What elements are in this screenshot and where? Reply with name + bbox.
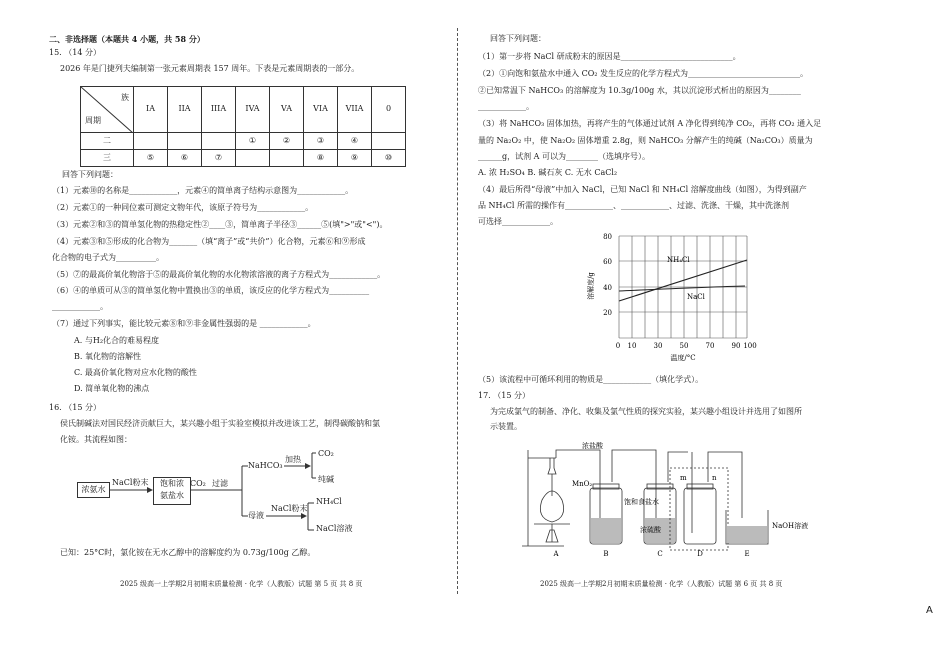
- label-co2: CO₂: [190, 479, 206, 488]
- q16-line: 品 NH₄Cl 所需的操作有____________、____________、过滤、洗涤、干燥，其中洗涤剂: [478, 201, 789, 210]
- label-m: m: [680, 474, 687, 482]
- label-saturated-salt: 饱和食盐水: [624, 498, 659, 506]
- table-cell: [372, 133, 406, 150]
- x-tick: 70: [705, 342, 715, 350]
- q15-line: （2）元素①的一种同位素可测定文物年代，该原子符号为____________。: [52, 203, 314, 212]
- periodic-table: [80, 86, 406, 167]
- label-heat: 加热: [285, 455, 301, 464]
- x-tick: 0: [615, 342, 621, 350]
- y-axis-label: 溶解度/g: [587, 272, 595, 300]
- label-soda-ash: 纯碱: [318, 475, 334, 484]
- q16-line: ____________。: [478, 102, 534, 111]
- label-filter: 过滤: [212, 479, 228, 488]
- x-tick: 100: [743, 342, 757, 350]
- box-ammonia-water: 浓氨水: [77, 482, 110, 498]
- label-mno2: MnO₂: [572, 480, 593, 488]
- label-c: C: [657, 550, 663, 558]
- q15-line: 化合物的电子式为__________。: [52, 253, 164, 262]
- table-cell: ②: [270, 133, 304, 150]
- table-cell: [168, 133, 202, 150]
- label-co2-out: CO₂: [318, 449, 334, 458]
- x-tick: 10: [627, 342, 637, 350]
- label-nacl-solution: NaCl溶液: [316, 524, 353, 533]
- label-nacl-powder: NaCl粉末: [112, 478, 149, 487]
- group-header: 0: [372, 87, 406, 133]
- q15-option-d: D. 简单氧化物的沸点: [74, 384, 150, 393]
- table-cell: ⑤: [134, 150, 168, 167]
- corner-mark: A: [926, 605, 933, 616]
- q16-line: （4）最后所得“母液”中加入 NaCl，已知 NaCl 和 NH₄Cl 溶解度曲线（如图），为得到副产: [478, 185, 807, 194]
- label-d: D: [697, 550, 703, 558]
- y-tick: 40: [603, 284, 612, 292]
- label-nh4cl: NH₄Cl: [316, 497, 342, 506]
- q15-line: （7）通过下列事实，能比较元素⑧和⑨非金属性强弱的是 ____________。: [52, 319, 316, 328]
- legend-nacl: NaCl: [687, 293, 705, 301]
- table-corner-cell: [81, 87, 134, 133]
- q16-prompt-right: 回答下列问题：: [490, 34, 546, 43]
- label-conc-hcl: 浓盐酸: [582, 442, 603, 450]
- footer-right: 2025 级高一上学期2月初期末质量检测 · 化学（人教版）试题 第 6 页 共 8 页: [540, 580, 783, 588]
- group-header: IIIA: [202, 87, 236, 133]
- q16-line: ______g，试剂 A 可以为________（选填序号）。: [478, 152, 650, 161]
- table-cell: ④: [338, 133, 372, 150]
- q16-line: （2）①向饱和氨盐水中通入 CO₂ 发生反应的化学方程式为____________________________。: [478, 69, 809, 78]
- q17-intro: 示装置。: [490, 422, 522, 431]
- period-label: 二: [81, 133, 134, 150]
- q16-line: ②已知常温下 NaHCO₃ 的溶解度为 10.3g/100g 水，其以沉淀形式析出的原因为________: [478, 86, 801, 95]
- label-a: A: [553, 550, 559, 558]
- box-saturated-ammonia-brine: [153, 477, 191, 505]
- solubility-graph: [585, 228, 765, 368]
- group-header: IVA: [236, 87, 270, 133]
- x-tick: 30: [653, 342, 663, 350]
- label-conc-sulfuric: 浓硫酸: [640, 526, 661, 534]
- q16-line: （1）第一步将 NaCl 研成粉末的原因是____________________________。: [478, 52, 741, 61]
- q16-line: （3）将 NaHCO₃ 固体加热，再将产生的气体通过试剂 A 净化得到纯净 CO₂，再将 CO₂ 通入足: [478, 119, 822, 128]
- q16-note: 已知：25°C时，氯化铵在无水乙醇中的溶解度约为 0.73g/100g 乙醇。: [60, 548, 316, 557]
- label-nacl-powder-2: NaCl粉末: [271, 504, 308, 513]
- q15-option-c: C. 最高价氧化物对应水化物的酸性: [74, 368, 197, 377]
- y-tick: 20: [603, 309, 612, 317]
- box-line: 饱和浓: [160, 479, 184, 488]
- q16-intro: 化铵。其流程如图：: [60, 435, 132, 444]
- table-cell: ③: [304, 133, 338, 150]
- q17-intro: 为完成氯气的制备、净化、收集及氯气性质的探究实验，某兴趣小组设计并选用了如图所: [490, 407, 802, 416]
- q16-5: （5）该流程中可循环利用的物质是____________（填化学式）。: [478, 375, 704, 384]
- q15-line: （1）元素⑩的名称是____________，元素④的简单离子结构示意图为____________。: [52, 186, 354, 195]
- label-mother-liquor: 母液: [248, 511, 264, 520]
- table-cell: [270, 150, 304, 167]
- footer-left: 2025 级高一上学期2月初期末质量检测 · 化学（人教版）试题 第 5 页 共 8 页: [120, 580, 363, 588]
- table-cell: ⑦: [202, 150, 236, 167]
- section-title: 二、非选择题（本题共 4 小题，共 58 分）: [49, 34, 205, 44]
- q17-header: 17. （15 分）: [478, 391, 530, 400]
- y-tick: 80: [603, 233, 612, 241]
- corner-group-label: 族: [121, 93, 129, 102]
- q16-intro: 侯氏制碱法对国民经济贡献巨大，某兴趣小组于实验室模拟并改进该工艺，制得碳酸钠和氯: [60, 419, 380, 428]
- group-header: VIIA: [338, 87, 372, 133]
- table-cell: ⑨: [338, 150, 372, 167]
- q15-line: （4）元素③和⑤形成的化合物为_______（填“离子”或“共价”）化合物，元素⑥和⑨形成: [52, 237, 366, 246]
- q15-prompt: 回答下列问题：: [62, 170, 118, 179]
- group-header: VIA: [304, 87, 338, 133]
- apparatus-diagram: [520, 438, 820, 558]
- nh4cl-curve: [619, 260, 747, 301]
- q15-line: （6）④的单质可从③的简单氢化物中置换出③的单质，该反应的化学方程式为__________: [52, 286, 370, 295]
- table-cell: ⑧: [304, 150, 338, 167]
- q16-line: 量的 Na₂O₂ 中，使 Na₂O₂ 固体增重 2.8g，则 NaHCO₃ 分解产生的纯碱（Na₂CO₃）质量为: [478, 136, 813, 145]
- table-cell: [134, 133, 168, 150]
- x-axis-label: 温度/°C: [670, 354, 696, 362]
- q15-line: （5）⑦的最高价氧化物溶于⑤的最高价氧化物的水化物浓溶液的离子方程式为____________。: [52, 270, 386, 279]
- q16-options: A. 浓 H₂SO₄ B. 碱石灰 C. 无水 CaCl₂: [478, 168, 618, 177]
- group-header: VA: [270, 87, 304, 133]
- q15-intro: 2026 年是门捷列夫编制第一张元素周期表 157 周年。下表是元素周期表的一部分。: [60, 64, 360, 73]
- label-e: E: [744, 550, 750, 558]
- group-header: IIA: [168, 87, 202, 133]
- q15-option-a: A. 与H₂化合的难易程度: [74, 336, 160, 345]
- table-cell: [236, 150, 270, 167]
- corner-period-label: 周期: [85, 115, 101, 125]
- label-naoh: NaOH溶液: [772, 522, 809, 530]
- q16-header: 16. （15 分）: [49, 403, 101, 412]
- group-header: IA: [134, 87, 168, 133]
- q15-header: 15. （14 分）: [49, 48, 101, 57]
- label-nahco3: NaHCO₃: [248, 461, 283, 470]
- x-tick: 90: [731, 342, 741, 350]
- table-cell: ⑥: [168, 150, 202, 167]
- table-cell: ⑩: [372, 150, 406, 167]
- table-cell: [202, 133, 236, 150]
- label-b: B: [603, 550, 609, 558]
- page-divider: [457, 28, 458, 594]
- q16-line: 可选择____________。: [478, 217, 558, 226]
- q15-option-b: B. 氧化物的溶解性: [74, 352, 141, 361]
- period-label: 三: [81, 150, 134, 167]
- y-tick: 60: [603, 258, 612, 266]
- q15-line: （3）元素②和③的简单氢化物的热稳定性②____③，简单离子半径③______⑤(填">"或"<")。: [52, 220, 388, 229]
- legend-nh4cl: NH₄Cl: [667, 256, 690, 264]
- box-line: 氨盐水: [160, 491, 184, 500]
- table-cell: ①: [236, 133, 270, 150]
- x-tick: 50: [679, 342, 689, 350]
- label-n: n: [712, 474, 717, 482]
- q15-line: ____________。: [52, 302, 108, 311]
